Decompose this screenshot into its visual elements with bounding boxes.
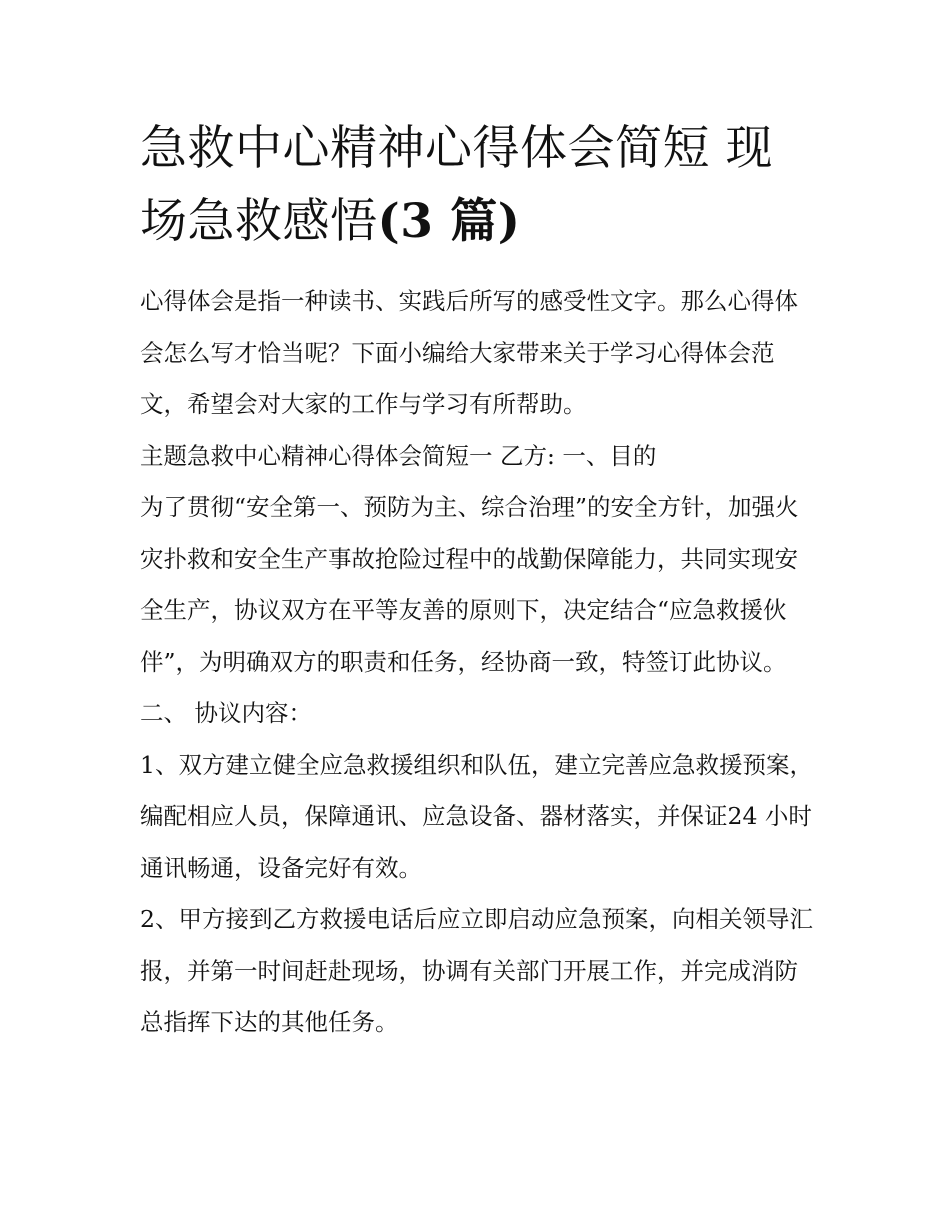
- document-title: [140, 112, 820, 258]
- document-body: [140, 276, 820, 1049]
- intro-paragraph: 心得体会是指一种读书、实践后所写的感受性文字。那么心得体会怎么写才恰当呢？下面小编给大家带来关于学习心得体会范文，希望会对大家的工作与学习有所帮助。: [140, 287, 798, 418]
- clause-2-paragraph: 2、甲方接到乙方救援电话后应立即启动应急预案，向相关领导汇报，并第一时间赶赴现场，协调有关部门开展工作，并完成消防总指挥下达的其他任务。: [140, 905, 813, 1036]
- section-heading-1: 主题急救中心精神心得体会简短一 乙方: 一、目的: [140, 441, 657, 470]
- purpose-paragraph: 为了贯彻“安全第一、预防为主、综合治理”的安全方针，加强火灾扑救和安全生产事故抢险过程中的战勤保障能力，共同实现安全生产，协议双方在平等友善的原则下，决定结合“应急救援伙伴”，为明确双方的职责和任务，经协商一致，特签订此协议。: [140, 493, 799, 676]
- clause-1-paragraph: 1、双方建立健全应急救援组织和队伍，建立完善应急救援预案，编配相应人员，保障通讯、应急设备、器材落实，并保证24 小时通讯畅通，设备完好有效。: [140, 750, 813, 882]
- section-heading-2: 二、 协议内容：: [140, 699, 312, 727]
- title-line-1: 急救中心精神心得体会简短 现: [140, 121, 773, 176]
- title-line-2: 场急救感悟: [140, 194, 378, 249]
- title-count: (3 篇): [377, 194, 521, 249]
